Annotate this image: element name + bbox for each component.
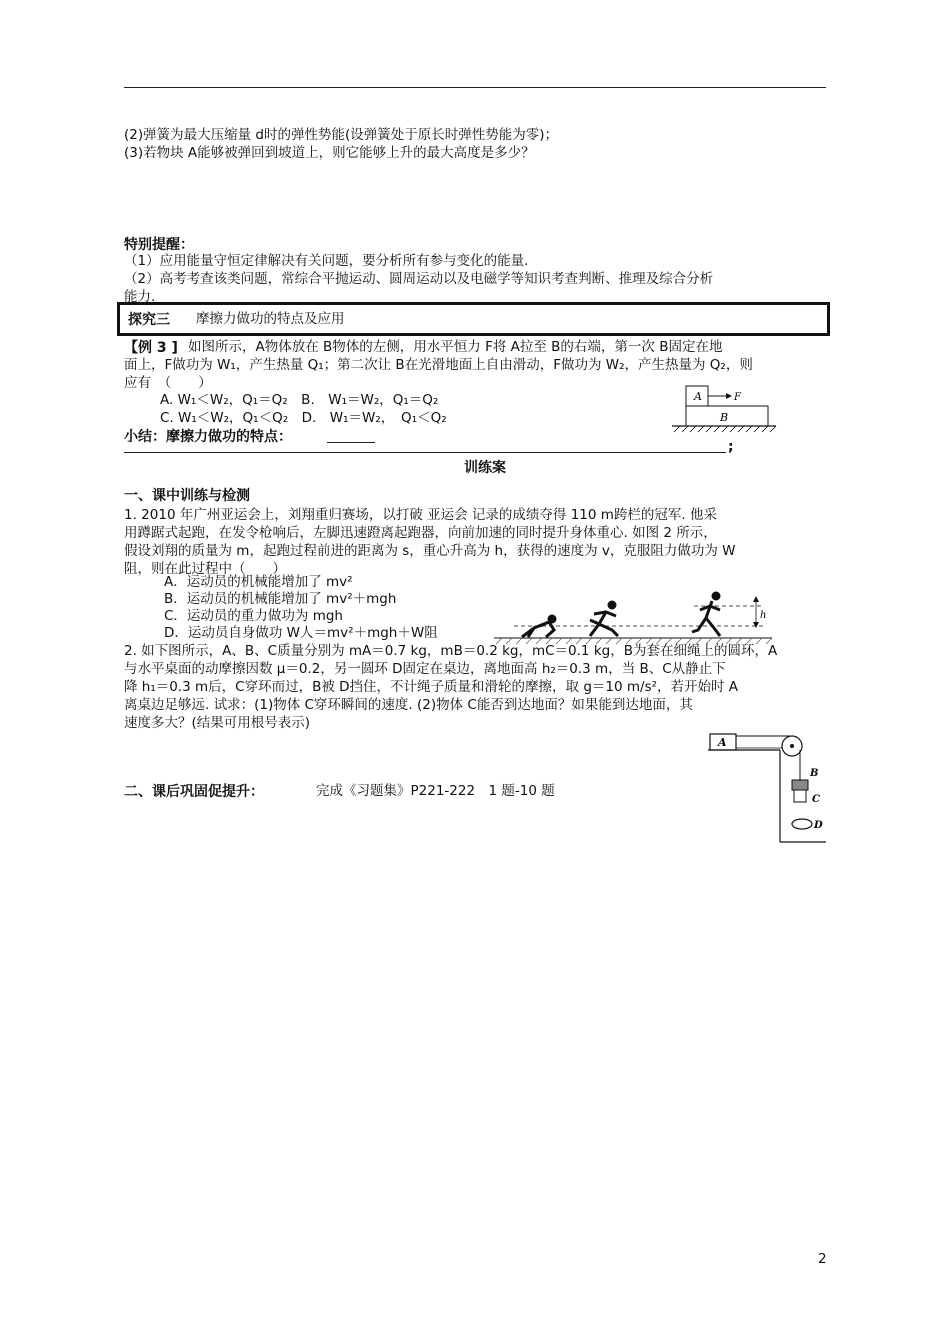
- reminder-title: 特别提醒：: [124, 237, 194, 253]
- ground-hatch: [674, 426, 776, 432]
- training-q1-option-a: A．运动员的机械能增加了 mv²: [164, 574, 353, 590]
- answer-line-semicolon: ;: [728, 439, 734, 455]
- summary-blank: [327, 442, 375, 443]
- training-part-2-text: 完成《习题集》P221-222 1 题-10 题: [316, 783, 555, 799]
- training-q1-line-4: 阻，则在此过程中（ ）: [124, 561, 286, 577]
- training-q2-line-4: 离桌边足够远. 试求：(1)物体 C穿环瞬间的速度. (2)物体 C能否到达地面？如果能到达地面，其: [124, 697, 693, 713]
- example-3-options-cd: C. W₁＜W₂，Q₁＜Q₂ D. W₁＝W₂， Q₁＜Q₂: [160, 410, 447, 426]
- ring-b: [792, 780, 808, 790]
- training-q2-line-2: 与水平桌面的动摩擦因数 μ＝0.2，另一圆环 D固定在桌边，离地面高 h₂＝0.3 m，当 B、C从静止下: [124, 661, 726, 677]
- training-q1-line-1: 1. 2010 年广州亚运会上，刘翔重归赛场，以打破 亚运会 记录的成绩夺得 110 m跨栏的冠军. 他采: [124, 507, 717, 523]
- fig2-block-a-label: A: [718, 736, 727, 749]
- runner-crouched: [522, 615, 556, 637]
- training-title: 训练案: [464, 460, 506, 476]
- height-marker-top-arrow: [753, 596, 759, 602]
- fig2-block-c-label: C: [812, 794, 820, 805]
- reminder-line-1: （1）应用能量守恒定律解决有关问题，要分析所有参与变化的能量.: [124, 253, 529, 269]
- height-marker-bottom-arrow: [753, 622, 759, 628]
- force-label: F: [734, 392, 741, 403]
- force-arrowhead: [726, 393, 732, 399]
- example-3-line-3: 应有 （ ）: [124, 375, 212, 391]
- question-2: (2)弹簧为最大压缩量 d时的弹性势能(设弹簧处于原长时弹性势能为零)；: [124, 127, 559, 143]
- block-b-label: B: [720, 411, 729, 424]
- answer-blank-line: [124, 452, 726, 453]
- training-q1-option-b: B．运动员的机械能增加了 mv²＋mgh: [164, 591, 397, 607]
- block-a-label: A: [694, 390, 702, 403]
- example-3-tag: 【例 3 ]: [124, 340, 178, 356]
- page-number: 2: [818, 1251, 827, 1267]
- block-c: [794, 790, 806, 802]
- section-3-label: 探究三: [128, 312, 170, 328]
- training-q1-line-3: 假设刘翔的质量为 m，起跑过程前进的距离为 s，重心升高为 h，获得的速度为 v，克服阻力做功为 W: [124, 543, 736, 559]
- example-3-line-1: 如图所示，A物体放在 B物体的左侧，用水平恒力 F将 A拉至 B的右端，第一次 B固定在地: [188, 339, 723, 355]
- pulley-axle: [790, 744, 794, 748]
- reminder-line-2b: 能力.: [124, 289, 156, 305]
- section-3-title: 摩擦力做功的特点及应用: [196, 311, 345, 327]
- example-3-options-ab: A. W₁＜W₂，Q₁＝Q₂ B. W₁＝W₂，Q₁＝Q₂: [160, 392, 439, 408]
- training-q2-line-5: 速度多大？(结果可用根号表示): [124, 715, 311, 731]
- training-q1-line-2: 用蹲踞式起跑，在发令枪响后，左脚迅速蹬离起跑器，向前加速的同时提升身体重心. 如图 2 所示，: [124, 525, 717, 541]
- runner-rising: [590, 601, 618, 636]
- training-part-2: 二、课后巩固促提升：: [124, 784, 264, 800]
- fig2-ring-d-label: D: [814, 820, 823, 831]
- runner-start-figure: [494, 588, 774, 650]
- pulley-figure: [708, 730, 828, 846]
- example-3-summary: 小结：摩擦力做功的特点：: [124, 429, 292, 445]
- training-q1-option-d: D．运动员自身做功 W人＝mv²＋mgh＋W阻: [164, 625, 438, 641]
- fig2-ring-b-label: B: [810, 768, 819, 779]
- header-rule: [124, 87, 826, 88]
- reminder-line-2a: （2）高考考查该类问题，常综合平抛运动、圆周运动以及电磁学等知识考查判断、推理及综合分析: [124, 271, 714, 287]
- runner-upright: [692, 592, 720, 636]
- training-q2-line-1: 2. 如下图所示，A、B、C质量分别为 mA＝0.7 kg，mB＝0.2 kg，mC＝0.1 kg，B为套在细绳上的圆环，A: [124, 643, 778, 659]
- ring-d: [792, 819, 812, 829]
- training-q1-option-c: C．运动员的重力做功为 mgh: [164, 608, 343, 624]
- example-3-line-2: 面上，F做功为 W₁，产生热量 Q₁；第二次让 B在光滑地面上自由滑动，F做功为 W₂，产生热量为 Q₂，则: [124, 357, 753, 373]
- training-part-1: 一、课中训练与检测: [124, 488, 250, 504]
- height-label: h: [760, 610, 767, 621]
- question-3: (3)若物块 A能够被弹回到坡道上，则它能够上升的最大高度是多少？: [124, 145, 535, 161]
- friction-blocks-figure: [668, 384, 778, 436]
- training-q2-line-3: 降 h₁＝0.3 m后，C穿环而过，B被 D挡住，不计绳子质量和滑轮的摩擦，取 g＝10 m/s²，若开始时 A: [124, 679, 739, 695]
